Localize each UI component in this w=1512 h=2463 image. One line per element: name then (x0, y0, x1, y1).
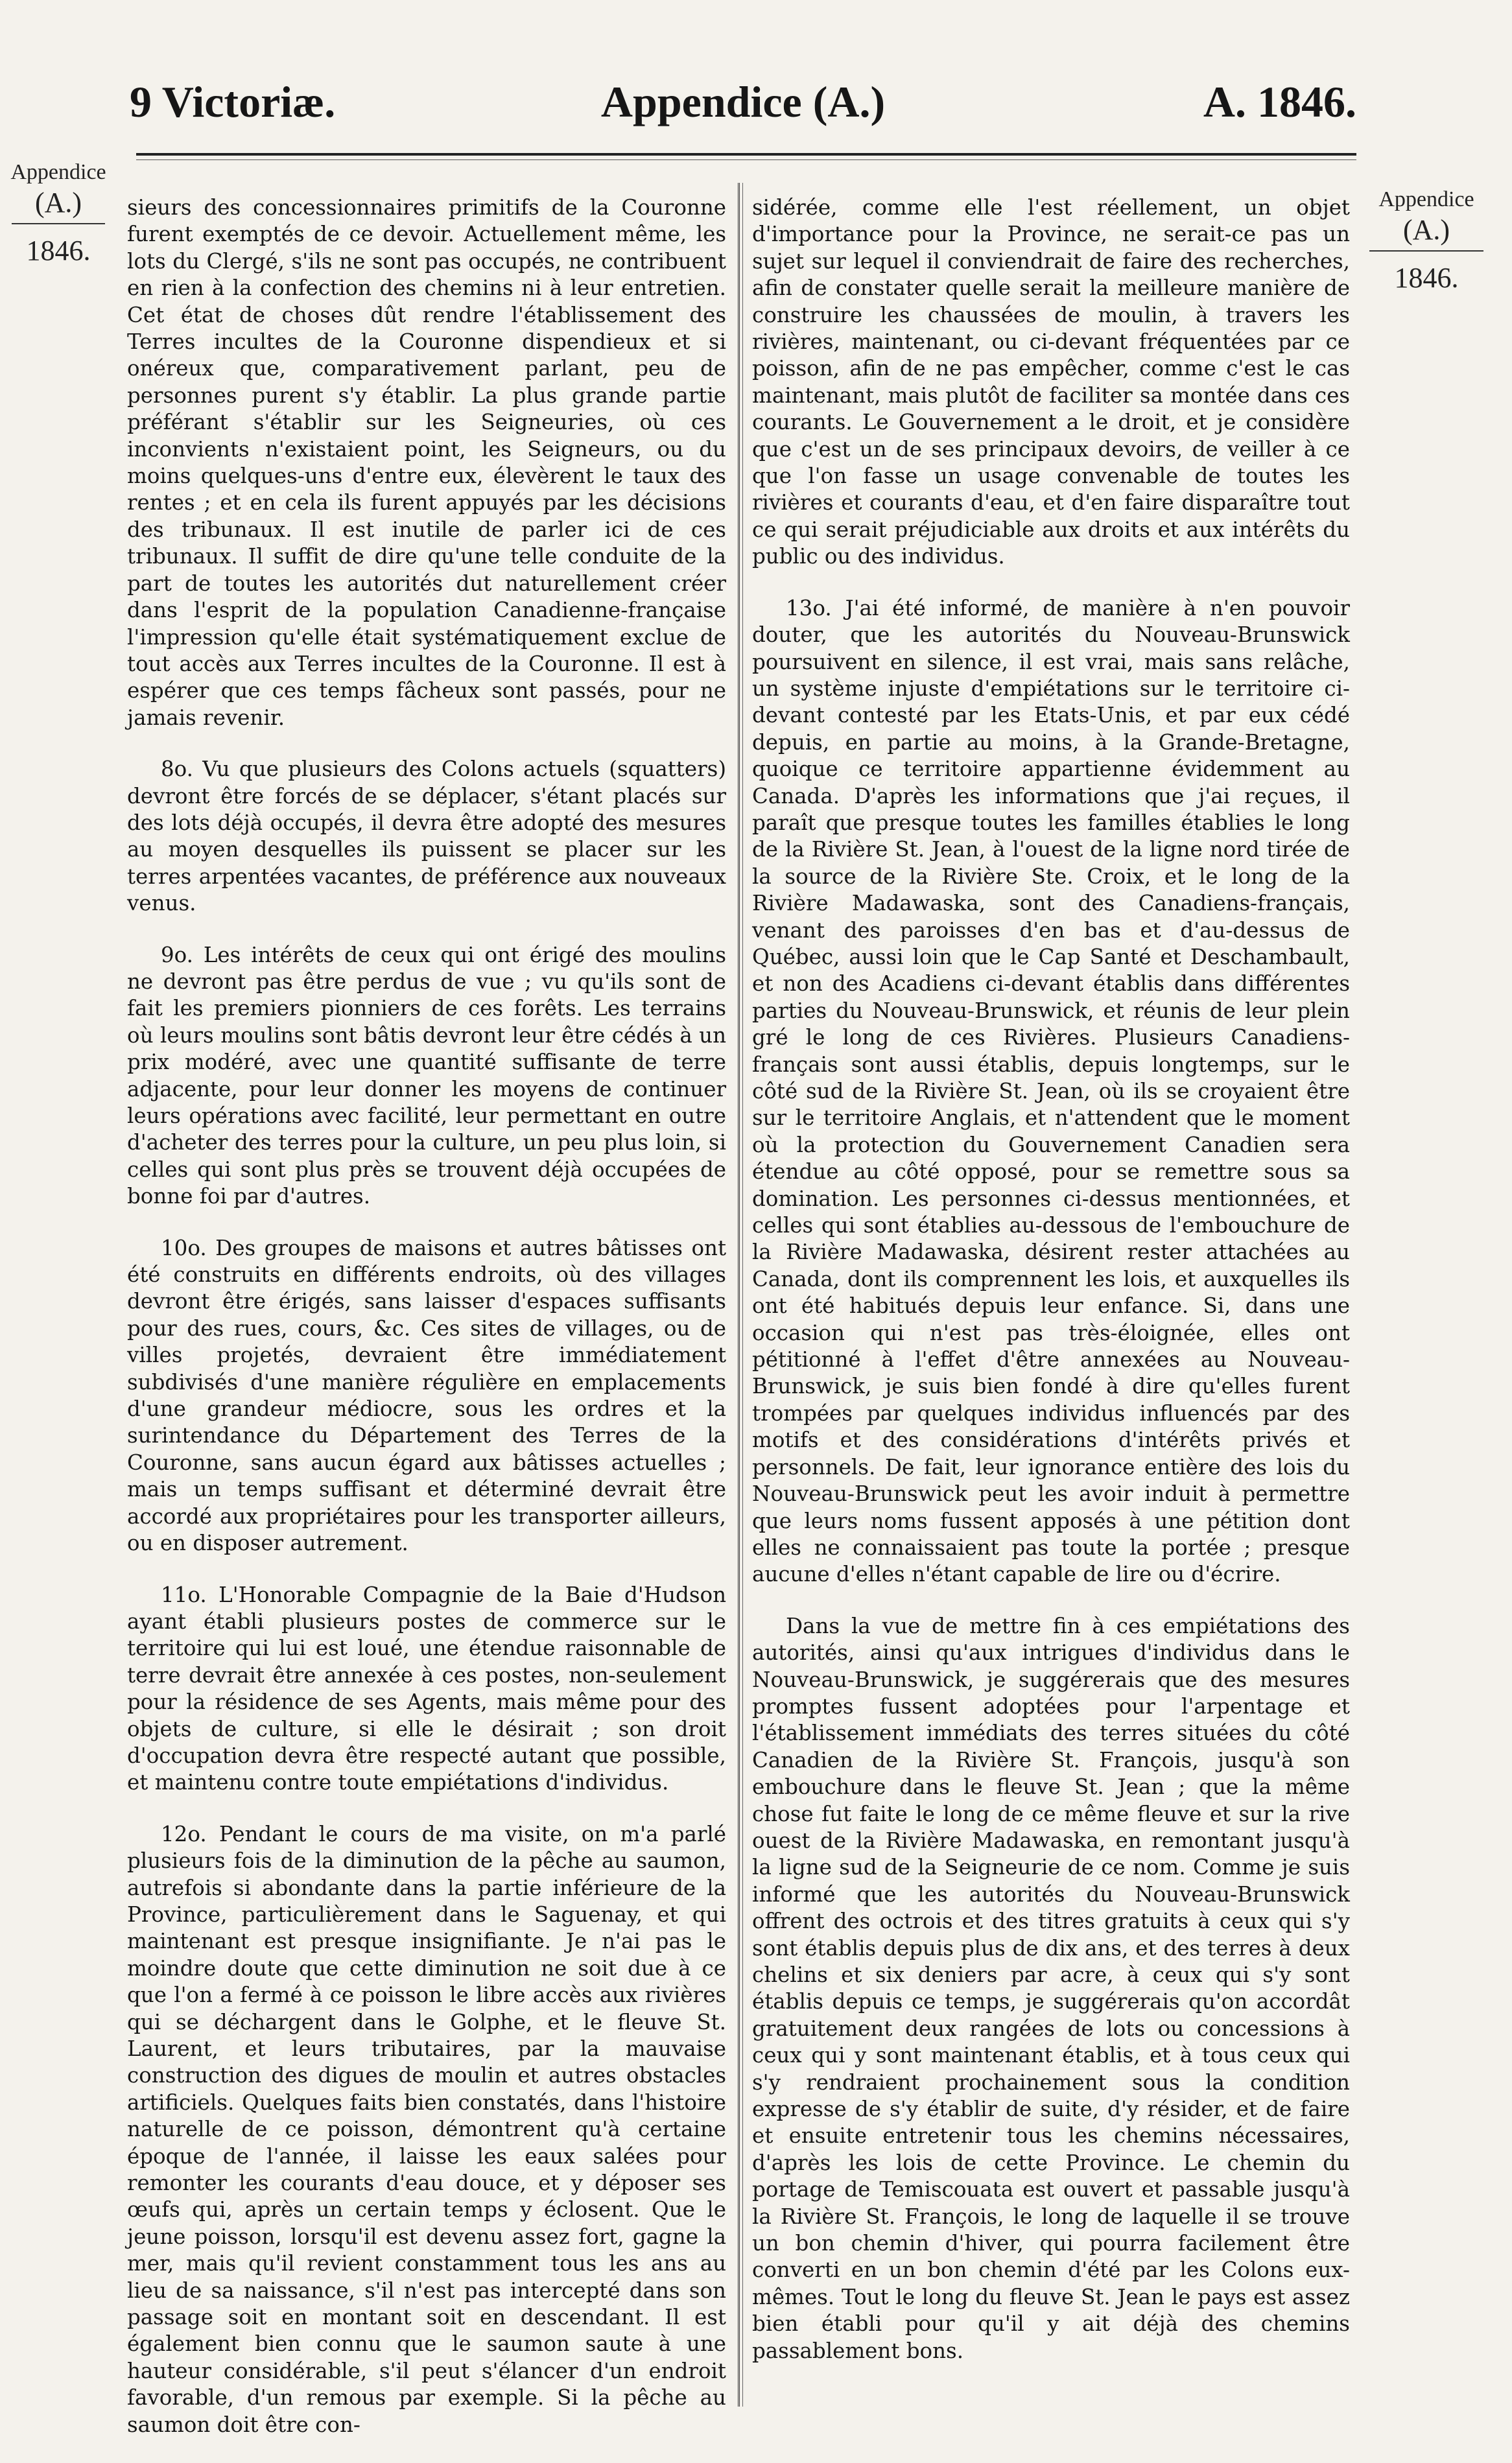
margin-appendix-letter: (A.) (1402, 213, 1450, 246)
paragraph: sidérée, comme elle l'est réellement, un objet d'importance pour la Province, ne serait-ce pas un sujet sur lequel il conviendrait de faire des recherches, afin de constater quelle serait la meilleure manière de construire les chaussées de moulin, à travers les rivières, maintenant, ou ci-devant fréquentées par ce poisson, afin de ne pas empêcher, comme c'est le cas maintenant, mais plutôt de faciliter sa montée dans ces courants. Le Gouvernement a le droit, et je considère que c'est un de ses principaux devoirs, de veiller à ce que l'on fasse un usage convenable de toutes les rivières et courants d'eau, et d'en faire disparaître tout ce qui serait préjudiciable aux droits et aux intérêts du public ou des individus. (752, 195, 1350, 569)
paragraph-12: 12o. Pendant le cours de ma visite, on m'a parlé plusieurs fois de la diminution de la pêche au saumon, autrefois si abondante dans la partie inférieure de la Province, particulièrement dans le Saguenay, et qui maintenant est presque insignifiante. Je n'ai pas le moindre doute que cette diminution ne soit due à ce que l'on a fermé à ce poisson le libre accès aux rivières qui se déchargent dans le Golphe, et le fleuve St. Laurent, et leurs tributaires, par la mauvaise construction des digues de moulin et autres obstacles artificiels. Quelques faits bien constatés, dans l'histoire naturelle de ce poisson, démontrent qu'à certaine époque de l'année, il laisse les eaux salées pour remonter les courants d'eau douce, et y déposer ses œufs qui, après un certain temps y éclosent. Que le jeune poisson, lorsqu'il est devenu assez fort, gagne la mer, mais qu'il revient constamment tous les ans au lieu de sa naissance, s'il n'est pas intercepté dans son passage soit en montant soit en descendant. Il est également bien connu que le saumon saute à une hauteur considérable, s'il peut s'élancer d'un endroit favorable, d'un remous par exemple. Si la pêche au saumon doit être con- (127, 1821, 726, 2437)
paragraph-10: 10o. Des groupes de maisons et autres bâtisses ont été construits en différents endroits, où des villages devront être érigés, sans laisser d'espaces suffisants pour des rues, cours, &c. Ces sites de villages, ou de villes projetés, devraient être immédiatement subdivisés d'une manière régulière en emplacements d'une grandeur médiocre, sous les ordres et la surintendance du Département des Terres de la Couronne, sans aucun égard aux bâtisses actuelles ; mais un temps suffisant et déterminé devrait être accordé aux propriétaires pour les transporter ailleurs, ou en disposer autrement. (127, 1235, 726, 1556)
running-header (130, 77, 1356, 135)
margin-year: 1846. (26, 234, 91, 266)
paragraph-11: 11o. L'Honorable Compagnie de la Baie d'Hudson ayant établi plusieurs postes de commerce sur le territoire qui lui est loué, une étendue raisonnable de terre devrait être annexée à ces postes, non-seulement pour la résidence de ses Agents, mais même pour des objets de culture, si elle le désirait ; son droit d'occupation devra être respecté autant que possible, et maintenu contre toute empiétations d'individus. (127, 1582, 726, 1795)
margin-appendix-letter: (A.) (34, 186, 82, 218)
margin-rule (1369, 250, 1483, 252)
margin-appendice-label: Appendice (10, 160, 106, 184)
paragraph: sieurs des concessionnaires primitifs de la Couronne furent exemptés de ce devoir. Actuellement même, les lots du Clergé, s'ils ne sont pas occupés, ne contribuent en rien à la confection des chemins ni à leur entretien. Cet état de choses dût rendre l'établissement des Terres incultes de la Couronne dispendieux et si onéreux que, comparativement parlant, peu de personnes purent s'y établir. La plus grande partie préférant s'établir sur les Seigneuries, où ces inconvients n'existaient point, les Seigneurs, ou du moins quelques-uns d'entre eux, élevèrent le taux des rentes ; et en cela ils furent appuyés par les décisions des tribunaux. Il est inutile de parler ici de ces tribunaux. Il suffit de dire qu'une telle conduite de la part de toutes les autorités dut naturellement créer dans l'esprit de la population Canadienne-française l'impression qu'elle était systématiquement exclue de tout accès aux Terres incultes de la Couronne. Il est à espérer que ces temps fâcheux sont passés, pour ne jamais revenir. (127, 195, 726, 730)
right-margin-note (1355, 188, 1498, 293)
column-divider-thin (742, 183, 743, 2407)
header-year: A. 1846. (1203, 77, 1356, 126)
paragraph: Dans la vue de mettre fin à ces empiétations des autorités, ainsi qu'aux intrigues d'individus dans le Nouveau-Brunswick, je suggérerais que des mesures promptes fussent adoptées pour l'arpentage et l'établissement immédiats des terres situées du côté Canadien de la Rivière St. François, jusqu'à son embouchure dans le fleuve St. Jean ; que la même chose fut faite le long de ce même fleuve et sur la rive ouest de la Rivière Madawaska, en remontant jusqu'à la ligne sud de la Seigneurie de ce nom. Comme je suis informé que les autorités du Nouveau-Brunswick offrent des octrois et des titres gratuits à ceux qui s'y sont établis depuis plus de dix ans, et des terres à deux chelins et six deniers par acre, à ceux qui s'y sont établis depuis ce temps, je suggérerais qu'on accordât gratuitement deux rangées de lots ou concessions à ceux qui y sont maintenant établis, et à tous ceux qui s'y rendraient prochainement sous la condition expresse de s'y établir de suite, d'y résider, et de faire et ensuite entretenir tous les chemins nécessaires, d'après les lois de cette Province. Le chemin du portage de Temiscouata est ouvert et passable jusqu'à la Rivière St. François, le long de laquelle il se trouve un bon chemin d'hiver, qui pourra facilement être converti en un bon chemin d'été par les Colons eux-mêmes. Tout le long du fleuve St. Jean le pays est assez bien établi pour qu'il y ait déjà des chemins passablement bons. (752, 1613, 1350, 2363)
margin-appendice-label: Appendice (1378, 187, 1474, 211)
paragraph-13: 13o. J'ai été informé, de manière à n'en pouvoir douter, que les autorités du Nouveau-Brunswick poursuivent en silence, il est vrai, mais sans relâche, un système injuste d'empiétations sur le territoire ci-devant contesté par les Etats-Unis, et par eux cédé depuis, en partie au moins, à la Grande-Bretagne, quoique ce territoire appartienne évidemment au Canada. D'après les informations que j'ai reçues, il paraît que presque toutes les familles établies le long de la Rivière St. Jean, à l'ouest de la ligne nord tirée de la source de la Rivière Ste. Croix, et le long de la Rivière Madawaska, sont des Canadiens-français, venant des paroisses d'en bas et d'au-dessus de Québec, aussi loin que le Cap Santé et Deschambault, et non des Acadiens ci-devant établis dans différentes parties du Nouveau-Brunswick, et réunis de leur plein gré le long de ces Rivières. Plusieurs Canadiens-français sont aussi établis, depuis longtemps, sur le côté sud de la Rivière St. Jean, où ils se croyaient être sur le territoire Anglais, et n'attendent que le moment où la protection du Gouvernement Canadien sera étendue au côté opposé, pour se remettre sous sa domination. Les personnes ci-dessus mentionnées, et celles qui sont établies au-dessous de l'embouchure de la Rivière Madawaska, désirent rester attachées au Canada, dont ils comprennent les lois, et auxquelles ils ont été habitués depuis leur enfance. Si, dans une occasion qui n'est pas très-éloignée, elles ont pétitionné à l'effet d'être annexées au Nouveau-Brunswick, je suis bien fondé à dire qu'elles furent trompées par quelques individus influencés par des motifs et des considérations d'intérêts privés et personnels. De fait, leur ignorance entière des lois du Nouveau-Brunswick peut les avoir induit à permettre que leurs noms fussent apposés à une pétition dont elles ne connaissaient pas toute la portée ; presque aucune d'elles n'étant capable de lire ou d'écrire. (752, 595, 1350, 1587)
margin-year: 1846. (1394, 261, 1459, 294)
header-rule (136, 153, 1356, 156)
left-margin-note (0, 161, 117, 266)
left-column (127, 194, 726, 2463)
column-divider (738, 183, 740, 2407)
header-title: Appendice (A.) (600, 77, 886, 126)
right-column (752, 194, 1350, 2389)
margin-rule (12, 223, 105, 224)
header-session: 9 Victoriæ. (130, 77, 336, 126)
paragraph-9: 9o. Les intérêts de ceux qui ont érigé des moulins ne devront pas être perdus de vue ; vu qu'ils sont de fait les premiers pionniers de ces forêts. Les terrains où leurs moulins sont bâtis devront leur être cédés à un prix modéré, avec une quantité suffisante de terre adjacente, pour leur donner les moyens de continuer leurs opérations avec facilité, leur permettant en outre d'acheter des terres pour la culture, un peu plus loin, si celles qui sont plus près se trouvent déjà occupées de bonne foi par d'autres. (127, 942, 726, 1209)
paragraph-8: 8o. Vu que plusieurs des Colons actuels (squatters) devront être forcés de se déplacer, s'étant placés sur des lots déjà occupés, il devra être adopté des mesures au moyen desquelles ils puissent se placer sur les terres arpentées vacantes, de préférence aux nouveaux venus. (127, 757, 726, 916)
header-rule-thin (136, 159, 1356, 160)
